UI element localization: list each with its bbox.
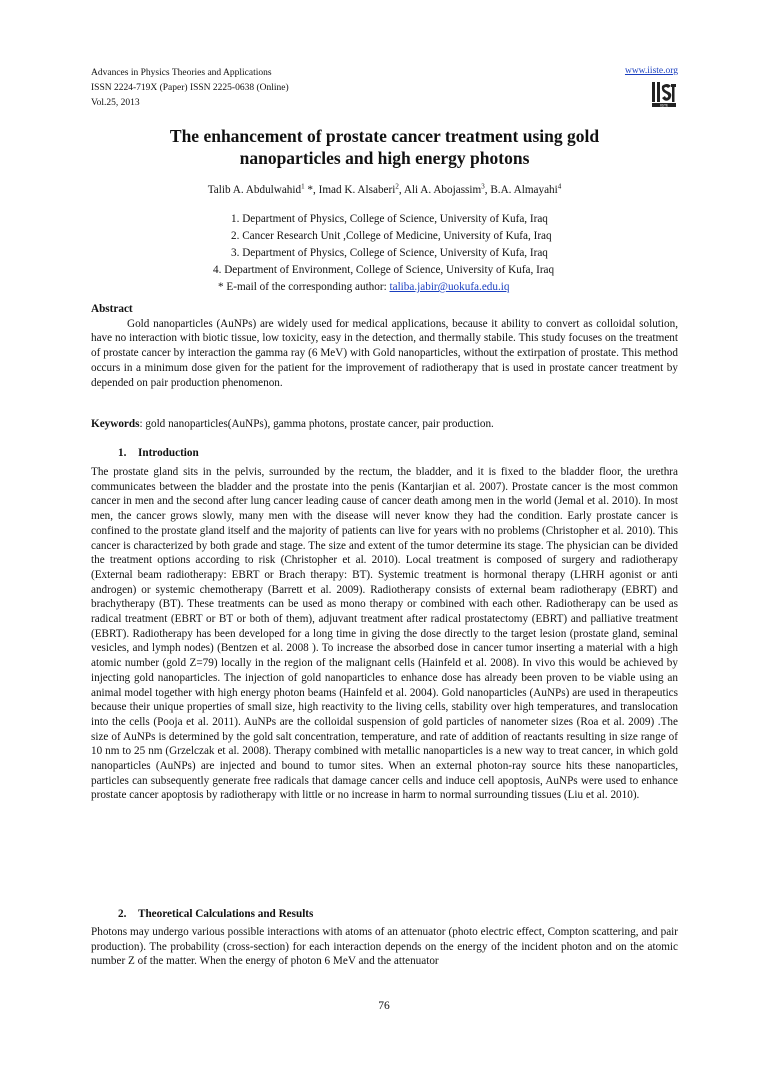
affiliation-1: 1. Department of Physics, College of Science, University of Kufa, Iraq — [231, 213, 548, 225]
section-2-heading — [118, 908, 313, 920]
section-2-title: Theoretical Calculations and Results — [138, 908, 314, 920]
abstract-text: Gold nanoparticles (AuNPs) are widely used for medical applications, because it ability to convert as colloidal solution, have no interaction with biotic tissue, low toxicity, easy in the detection, and thermally stabile. This study focuses on the treatment of prostate cancer by interaction the gamma ray (6 MeV) with Gold nanoparticles, without the extirpation of prostate. This method occurs in a minimum dose given for the patient for the improvement of radiotherapy that is used in prostate cancer treatment by depended on pair production phenomenon. — [91, 317, 678, 389]
keywords-text: : gold nanoparticles(AuNPs), gamma photons, prostate cancer, pair production. — [139, 418, 494, 430]
affiliation-3: 3. Department of Physics, College of Science, University of Kufa, Iraq — [231, 247, 548, 259]
issn: ISSN 2224-719X (Paper) ISSN 2225-0638 (Online) — [91, 83, 289, 93]
section-1-heading — [118, 447, 199, 459]
email-prefix: * E-mail of the corresponding author: — [218, 281, 390, 293]
journal-name: Advances in Physics Theories and Applications — [91, 68, 272, 78]
section-1-title: Introduction — [138, 447, 199, 459]
author-4-sup: 4 — [557, 182, 562, 191]
title-line-1: The enhancement of prostate cancer treatment using gold — [169, 126, 600, 146]
section-1-body: The prostate gland sits in the pelvis, surrounded by the rectum, the bladder, and it is fixed to the bladder floor, the urethra communicates between the bladder and the prostate into the penis (Kantarjian et al. 2007). Prostate cancer is the most common cancer in men and the second after lung cancer leading cause of cancer death among men in the world (Jemal et al. 2010). In most men, the cancer grows slowly, many men with the disease will never know they had the condition. Early prostate cancer is confined to the prostate gland itself and the majority of patients can live for years with no problems (Christopher et al. 2010). This cancer is characterized by both grade and stage. The size and extent of the tumor determine its stage. The physician can be divided the treatment options according to risk (Christopher et al. 2010). Local treatment is composed of surgery and radiotherapy (External beam radiotherapy: EBRT or Brach therapy: BT). Systemic treatment is hormonal therapy (LHRH agonist or anti androgen) or systemic chemotherapy (Barrett et al. 2009). Radiotherapy consists of external beam radiotherapy (EBRT) and brachytherapy (BT). These treatments can be used as mono therapy or combined with each other. Radiotherapy can be used as radical treatment (EBRT or BT or both of them), adjuvant treatment after radical prostatectomy (EBRT) and palliative treatment (EBRT). Radiotherapy has been developed for a long time in giving the dose directly to the target lesion (prostate gland, seminal vesicles, and lymph nodes) (Bentzen et al. 2008 ). To increase the absorbed dose in cancer tumor inserting a material with a high atomic number (gold Z=79) locally in the region of the malignant cells (Hainfeld et al. 2008). In vivo this would be achieved by injecting gold nanoparticles. The injection of gold nanoparticles to enhance dose has already been proven to be viable using an animal model together with high energy photon beams (Hainfeld et al. 2004). Gold nanoparticles (AuNPs) are used in therapeutics because their unique properties of small size, high reactivity to the living cells, stability over high temperatures, and translocation into the cells (Pooja et al. 2011). AuNPs are the colloidal suspension of gold particles of nanometer sizes (Roa et al. 2009) .The size of AuNPs is determined by the gold salt concentration, temperature, and rate of addition of reactants resulting in size range of 10 nm to 25 nm (Grzelczak et al. 2008). Therapy combined with metallic nanoparticles is a new way to treat cancer, in which gold nanoparticles (AuNPs) are injected and bound to tumor sites. When an external photon-ray source hits these nanoparticles, particles can subsequently generate free radicals that damage cancer cells and induce cell apoptosis, AuNPs were used to enhance prostate cancer apoptosis by radiotherapy with little or no increase in harm to normal surrounding tissues (Liu et al. 2010). — [91, 466, 678, 802]
keywords — [91, 417, 678, 432]
logo-text: IISTE — [659, 103, 669, 108]
journal-website-link[interactable]: www.iiste.org — [624, 66, 678, 76]
paper-title — [91, 125, 678, 169]
volume: Vol.25, 2013 — [91, 98, 140, 108]
keywords-label: Keywords — [91, 418, 140, 430]
author-3: Ali A. Abojassim — [403, 184, 482, 196]
corresponding-author — [218, 281, 509, 293]
author-1: Talib A. Abdulwahid — [207, 184, 302, 196]
section-2-body: Photons may undergo various possible interactions with atoms of an attenuator (photo electric effect, Compton scattering, and pair production). The probability (cross-section) for each interaction depends on the energy of the incident photon and on the atomic number Z of the matter. When the energy of photon 6 MeV and the attenuator — [91, 926, 678, 968]
author-1-star: *, — [304, 184, 319, 196]
section-2-number: 2. — [118, 908, 127, 920]
abstract — [91, 302, 678, 390]
author-1-sup: 1 — [301, 182, 305, 191]
author-2-sup: 2 — [395, 182, 399, 191]
author-4: B.A. Almayahi — [490, 184, 558, 196]
author-2: Imad K. Alsaberi — [318, 184, 396, 196]
author-3-sup: 3 — [481, 182, 485, 191]
affiliation-4: 4. Department of Environment, College of Science, University of Kufa, Iraq — [213, 264, 555, 276]
section-1-number: 1. — [118, 447, 127, 459]
abstract-heading: Abstract — [91, 303, 133, 315]
affiliation-2: 2. Cancer Research Unit ,College of Medicine, University of Kufa, Iraq — [231, 230, 552, 242]
title-line-2: nanoparticles and high energy photons — [239, 148, 530, 168]
page-number: 76 — [378, 1000, 390, 1012]
author-email-link[interactable]: taliba.jabir@uokufa.edu.iq — [389, 281, 510, 293]
author-list: Talib A. Abdulwahid$^1$ *, Imad K. Alsaberi$^2$, Ali A. Abojassim$^3$, B.A. Almayahi$^4$ — [207, 182, 562, 196]
iiste-logo — [651, 80, 677, 108]
